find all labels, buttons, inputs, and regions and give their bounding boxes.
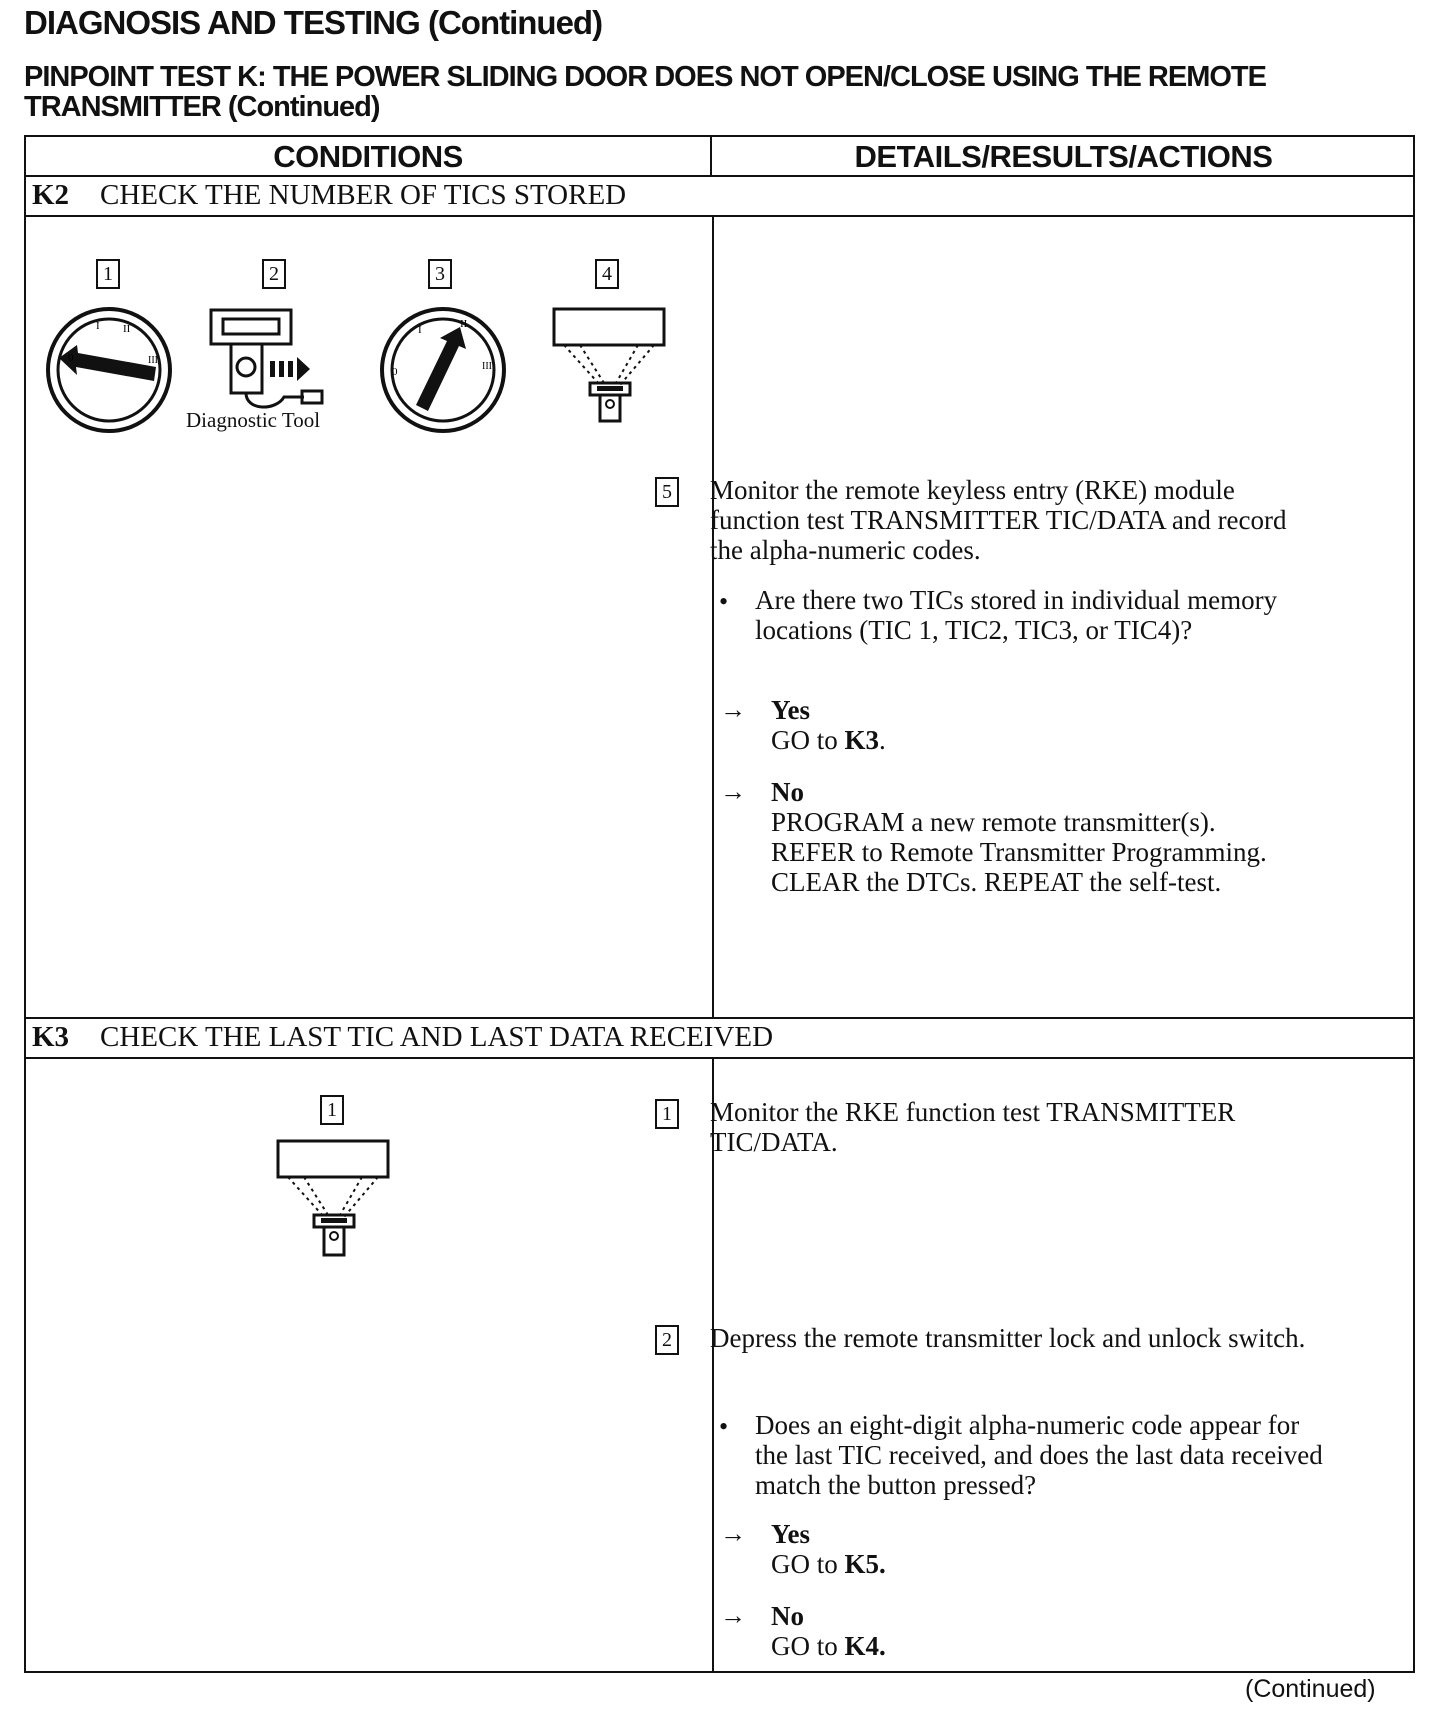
k2-no-text-2: REFER to Remote Transmitter Programming. [771,837,1267,867]
k2-no-text-3: CLEAR the DTCs. REPEAT the self-test. [771,867,1222,897]
pinpoint-test-title: PINPOINT TEST K: THE POWER SLIDING DOOR DOES NOT OPEN/CLOSE USING THE REMOTE TRANSMITTER (Continued) [24,61,1266,123]
k3-step-1: 1 [655,1099,679,1129]
svg-text:0: 0 [392,366,398,378]
k2-yes-target: K3 [844,725,880,755]
ignition-run-icon [378,305,508,435]
k3-step2-action: Depress the remote transmitter lock and unlock switch. [710,1323,1306,1353]
table-rule [26,215,1413,217]
module-monitor-icon [550,305,670,425]
k3-module-monitor-icon [274,1137,394,1259]
svg-text:II: II [123,323,131,335]
details-column-header: DETAILS/RESULTS/ACTIONS [854,139,1273,174]
svg-text:0: 0 [68,352,74,364]
k2-figure-step-1: 1 [96,259,120,289]
k3-title: CHECK THE LAST TIC AND LAST DATA RECEIVED [100,1021,774,1053]
k3-yes-target: K5. [844,1549,886,1579]
k3-no-text: GO to [771,1631,845,1661]
k2-code: K2 [32,179,70,211]
diagnostic-tool-caption: Diagnostic Tool [186,408,321,432]
k3-code: K3 [32,1021,70,1053]
k3-no-arrow: → [720,1601,746,1630]
continued-label: (Continued) [1245,1675,1376,1703]
k2-no-arrow: → [720,777,746,806]
k2-section-header [32,175,626,215]
k2-figure-step-3: 3 [428,259,452,289]
k2-step-5: 5 [655,477,679,507]
k2-question: Are there two TICs stored in individual memory locations (TIC 1, TIC2, TIC3, or TIC4)? [755,585,1278,645]
k3-yes-result [771,1519,1311,1579]
k2-yes-text: GO to [771,725,845,755]
k2-question-bullet: • [719,587,729,616]
k2-yes-label: Yes [771,695,810,725]
svg-text:I: I [418,324,422,336]
k3-figure-step-1: 1 [320,1095,344,1125]
k2-no-label: No [771,777,804,807]
k2-yes-arrow: → [720,695,746,724]
diagnostic-tool-icon [206,307,346,417]
k2-action-text: Monitor the remote keyless entry (RKE) module function test TRANSMITTER TIC/DATA and record the alpha-numeric codes. [710,475,1287,565]
k2-yes-result: Yes GO to K3. [771,695,1311,755]
k3-yes-arrow: → [720,1519,746,1548]
k3-step1-action: Monitor the RKE function test TRANSMITTER TIC/DATA. [710,1097,1236,1157]
table-rule [26,1057,1413,1059]
page-title: DIAGNOSIS AND TESTING (Continued) [24,4,603,41]
table-rule [712,215,714,1017]
svg-text:III: III [148,355,158,366]
svg-text:II: II [460,318,468,330]
k3-no-label: No [771,1601,804,1631]
k2-title: CHECK THE NUMBER OF TICS STORED [100,179,627,211]
svg-text:I: I [96,320,100,332]
k3-step-2: 2 [655,1325,679,1355]
svg-text:III: III [482,361,492,372]
k3-section-header [32,1017,773,1057]
k2-figure-step-4: 4 [595,259,619,289]
k3-question-bullet: • [719,1412,729,1441]
k3-no-target: K4. [844,1631,886,1661]
diagnostic-table [24,135,1415,1673]
k3-question: Does an eight-digit alpha-numeric code appear for the last TIC received, and does the last data received match the button pressed? [755,1410,1323,1500]
k3-yes-label: Yes [771,1519,810,1549]
k3-no-result [771,1601,1311,1661]
k2-no-text-1: PROGRAM a new remote transmitter(s). [771,807,1216,837]
conditions-column-header: CONDITIONS [273,139,463,174]
k3-yes-text: GO to [771,1549,845,1579]
ignition-off-icon [44,305,174,435]
k2-figure-step-2: 2 [262,259,286,289]
k2-no-result [771,777,1331,897]
